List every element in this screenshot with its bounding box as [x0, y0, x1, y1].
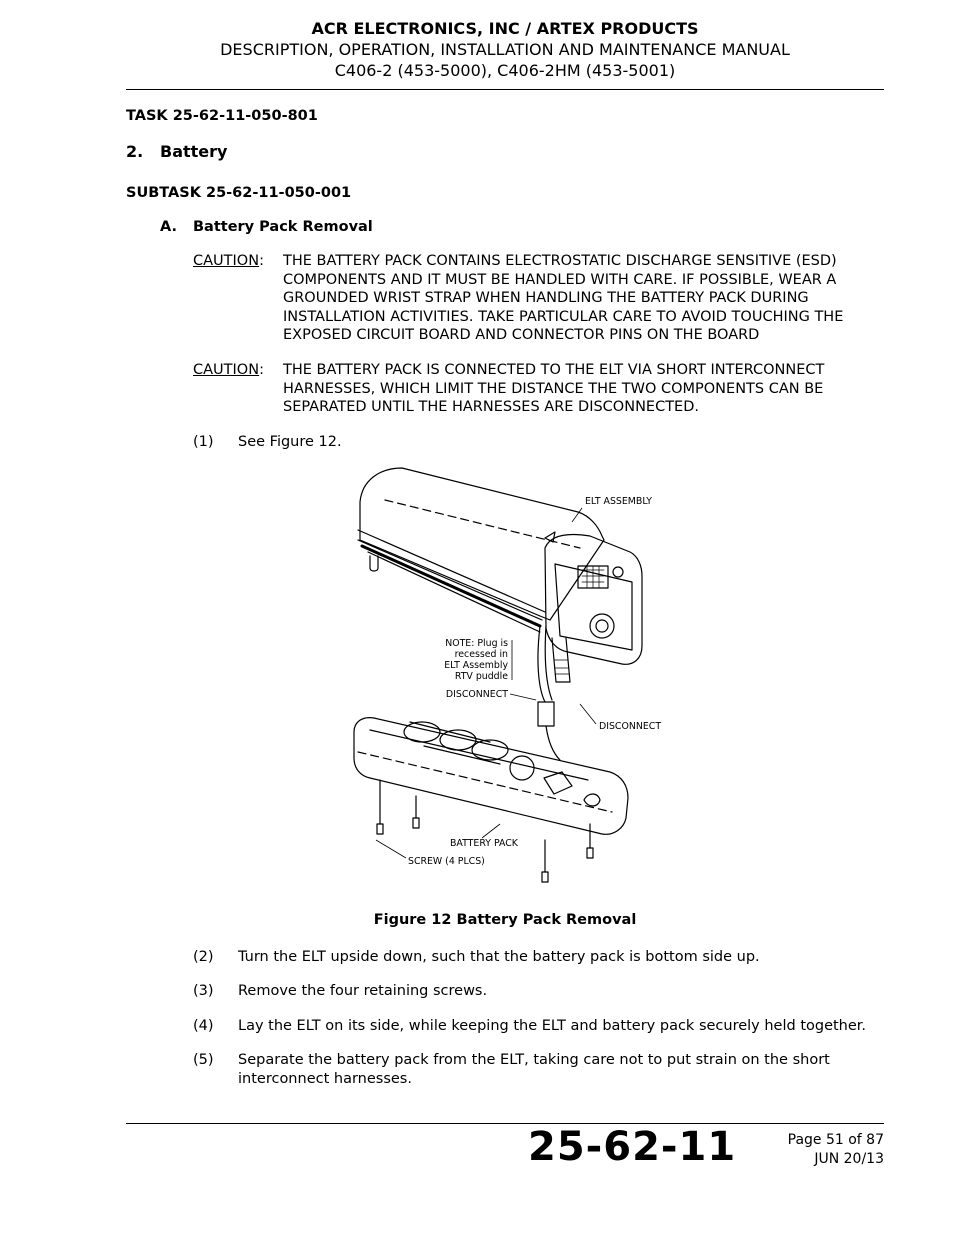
step-2-text: Turn the ELT upside down, such that the battery pack is bottom side up. [238, 949, 760, 965]
leader-screw [376, 840, 406, 858]
footer-date: JUN 20/13 [814, 1151, 884, 1167]
elt-antenna-port [613, 567, 623, 577]
screw-2 [413, 796, 419, 828]
subsection-title: Battery Pack Removal [193, 219, 373, 235]
elt-end-hole-inner [596, 620, 608, 632]
subsection-letter: A. [160, 219, 177, 235]
battery-end-clip [584, 794, 600, 806]
screw-3 [542, 840, 548, 882]
section-title: Battery [160, 142, 228, 161]
caution-label-text: CAUTION [193, 253, 260, 269]
screw-4 [587, 824, 593, 858]
step-5-text: Separate the battery pack from the ELT, taking care not to put strain on the short interconnect harnesses. [238, 1052, 830, 1087]
leader-disconnect-right [580, 704, 596, 724]
label-note-line3: ELT Assembly [444, 660, 508, 671]
footer-doc-number: 25-62-11 [528, 1124, 737, 1170]
label-battery-pack: BATTERY PACK [450, 838, 518, 849]
figure-battery-pack-removal [340, 460, 680, 900]
elt-end-hole [590, 614, 614, 638]
step-3-number: (3) [193, 983, 214, 999]
label-note-line1: NOTE: Plug is [445, 638, 508, 649]
caution-1-label: CAUTION: [193, 253, 264, 269]
label-note-line2: recessed in [454, 649, 508, 660]
step-4-number: (4) [193, 1018, 214, 1034]
harness-left [538, 626, 552, 702]
label-disconnect-right: DISCONNECT [599, 721, 662, 732]
harness-lower [546, 726, 560, 760]
elt-end-cap [545, 535, 642, 665]
leader-battery-pack [482, 824, 500, 838]
caution-2-label: CAUTION: [193, 362, 264, 378]
caution-1-text: THE BATTERY PACK CONTAINS ELECTROSTATIC DISCHARGE SENSITIVE (ESD) COMPONENTS AND IT MUST BE HANDLED WITH CARE. IF POSSIBLE, WEAR A GROUNDED WRIST STRAP WHEN HANDLING THE BATTERY PACK DURING INSTALLATION ACTIVITIES. TAKE PARTICULAR CARE TO AVOID TOUCHING THE EXPOSED CIRCUIT BOARD AND CONNECTOR PINS ON THE BOARD [283, 253, 844, 344]
step-1-text: See Figure 12. [238, 434, 342, 450]
elt-pin [370, 556, 378, 571]
elt-body-edge-lower [358, 540, 542, 620]
elt-body-edge [358, 530, 545, 612]
harness-right-ribs [554, 660, 569, 674]
caution-label-text: CAUTION [193, 362, 260, 378]
label-screw: SCREW (4 PLCS) [408, 856, 485, 867]
elt-rail [362, 546, 540, 626]
footer-page: Page 51 of 87 [787, 1132, 884, 1148]
header-models: C406-2 (453-5000), C406-2HM (453-5001) [334, 61, 676, 80]
step-3-text: Remove the four retaining screws. [238, 983, 488, 999]
figure-drawing [340, 460, 680, 900]
label-disconnect-left: DISCONNECT [445, 689, 508, 700]
figure-caption: Figure 12 Battery Pack Removal [373, 912, 637, 928]
label-note-line4: RTV puddle [454, 671, 508, 682]
battery-pack-outline [354, 718, 628, 835]
header-manual-title: DESCRIPTION, OPERATION, INSTALLATION AND MAINTENANCE MANUAL [220, 40, 790, 59]
caution-2-text: THE BATTERY PACK IS CONNECTED TO THE ELT VIA SHORT INTERCONNECT HARNESSES, WHICH LIMIT THE DISTANCE THE TWO COMPONENTS CAN BE SEPARATED UNTIL THE HARNESSES ARE DISCONNECTED. [283, 362, 825, 416]
step-2-number: (2) [193, 949, 214, 965]
screw-1 [377, 780, 383, 834]
battery-cell-end [510, 756, 534, 780]
step-1-number: (1) [193, 434, 214, 450]
elt-connector-pins [582, 566, 604, 588]
elt-arrow [545, 532, 555, 542]
label-elt-assembly: ELT ASSEMBLY [585, 496, 653, 507]
disconnect-plug [538, 702, 554, 726]
task-id: TASK 25-62-11-050-801 [126, 108, 318, 124]
section-number: 2. [126, 142, 144, 161]
battery-cells-outline [410, 722, 500, 764]
leader-elt-assembly [572, 508, 582, 522]
leader-disconnect-left [510, 694, 536, 700]
header-rule [126, 89, 884, 90]
subtask-id: SUBTASK 25-62-11-050-001 [126, 185, 352, 201]
elt-rail-edge [368, 552, 540, 632]
step-4-text: Lay the ELT on its side, while keeping the ELT and battery pack securely held together. [238, 1018, 867, 1034]
elt-body-outline [360, 468, 604, 620]
step-5-number: (5) [193, 1052, 214, 1068]
footer-rule [126, 1123, 884, 1124]
header-company: ACR ELECTRONICS, INC / ARTEX PRODUCTS [311, 19, 699, 38]
